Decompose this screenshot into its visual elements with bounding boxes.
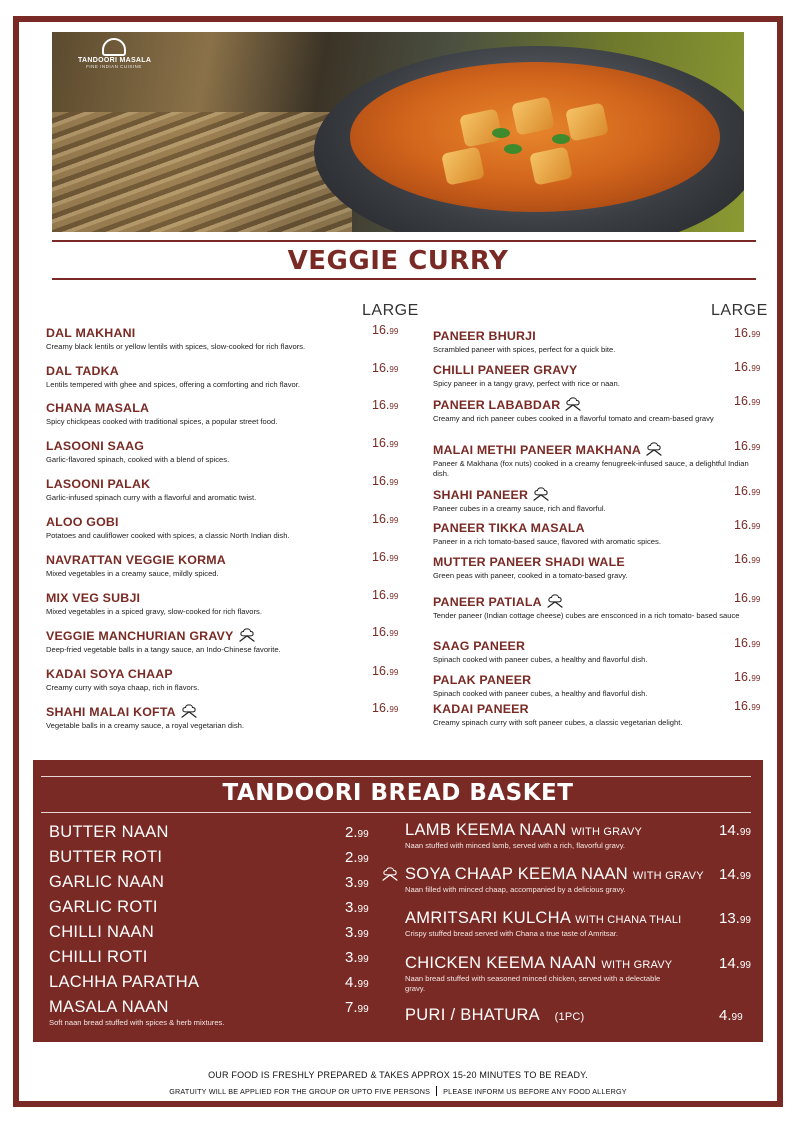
menu-item-name: NAVRATTAN VEGGIE KORMA (46, 553, 226, 567)
title-rule-bottom (52, 278, 756, 280)
menu-item (433, 670, 765, 699)
menu-item (433, 699, 765, 728)
menu-item-description: Garlic-flavored spinach, cooked with a blend of spices. (46, 455, 230, 464)
bread-item-name: MASALA NAAN (49, 998, 169, 1016)
menu-item-price: 16.99 (372, 512, 399, 526)
menu-item (46, 550, 406, 579)
bread-item (405, 954, 755, 994)
menu-item-name: SAAG PANEER (433, 639, 526, 653)
bread-item-price: 3.99 (345, 924, 369, 941)
size-label-left: LARGE (362, 302, 419, 319)
bread-item-price: 14.99 (719, 866, 751, 883)
bread-item (405, 865, 755, 895)
bread-item-name: BUTTER ROTI (49, 848, 163, 866)
rope-texture (52, 112, 352, 232)
menu-item-description: Spicy paneer in a tangy gravy, perfect with rice or naan. (433, 379, 620, 388)
allergy-note: PLEASE INFORM US BEFORE ANY FOOD ALLERGY (443, 1087, 627, 1096)
bread-item-name: AMRITSARI KULCHA WITH CHANA THALI (405, 909, 682, 927)
menu-item-name: MALAI METHI PANEER MAKHANA (433, 442, 765, 457)
bread-item-suffix: WITH GRAVY (632, 870, 704, 882)
bread-item (49, 898, 379, 917)
bread-basket-title: TANDOORI BREAD BASKET (222, 780, 574, 806)
menu-item (46, 625, 406, 655)
menu-item-name: KADAI PANEER (433, 702, 529, 716)
menu-item (433, 591, 765, 621)
menu-item (46, 701, 406, 731)
footer-note: OUR FOOD IS FRESHLY PREPARED & TAKES APPROX 15-20 MINUTES TO BE READY. (208, 1070, 588, 1080)
bread-item-suffix: WITH CHANA THALI (575, 914, 682, 926)
menu-item-price: 16.99 (372, 398, 399, 412)
menu-item-name: CHANA MASALA (46, 401, 150, 415)
menu-item (46, 474, 406, 503)
menu-item (46, 398, 406, 427)
bread-item-price: 2.99 (345, 849, 369, 866)
herb-garnish (492, 128, 510, 138)
menu-item-description: Garlic-infused spinach curry with a flavorful and aromatic twist. (46, 493, 257, 502)
menu-item (46, 512, 406, 541)
menu-item (46, 588, 406, 617)
menu-item (433, 552, 765, 581)
menu-item-description: Green peas with paneer, cooked in a tomato-based gravy. (433, 571, 628, 580)
bread-item-name: PURI / BHATURA (1PC) (405, 1006, 585, 1024)
bread-item-name: SOYA CHAAP KEEMA NAAN WITH GRAVY (405, 865, 704, 883)
bread-item (49, 998, 379, 1028)
chef-special-icon (381, 867, 399, 881)
bread-item (49, 823, 379, 842)
menu-item-description: Paneer cubes in a creamy sauce, rich and flavorful. (433, 504, 606, 513)
bread-item-suffix: (1PC) (554, 1011, 585, 1023)
menu-item-description: Lentils tempered with ghee and spices, offering a comforting and rich flavor. (46, 380, 300, 389)
menu-item-price: 16.99 (372, 474, 399, 488)
menu-item-description: Mixed vegetables in a spiced gravy, slow-cooked for rich flavors. (46, 607, 262, 616)
bread-item-name: CHICKEN KEEMA NAAN WITH GRAVY (405, 954, 673, 972)
bread-item (49, 873, 379, 892)
bread-item (49, 848, 379, 867)
chef-special-icon (645, 442, 663, 456)
menu-item-description: Creamy black lentils or yellow lentils with spices, slow-cooked for rich flavors. (46, 342, 306, 351)
bread-item (405, 1006, 755, 1025)
menu-item-price: 16.99 (372, 701, 399, 715)
bread-item-price: 7.99 (345, 999, 369, 1016)
bread-item (49, 948, 379, 967)
bread-item-price: 2.99 (345, 824, 369, 841)
menu-item-price: 16.99 (372, 664, 399, 678)
menu-item (46, 323, 406, 352)
menu-item-description: Spinach cooked with paneer cubes, a healthy and flavorful dish. (433, 655, 648, 664)
menu-item-description: Creamy spinach curry with soft paneer cubes, a classic vegetarian delight. (433, 718, 683, 727)
menu-item-description: Vegetable balls in a creamy sauce, a royal vegetarian dish. (46, 721, 244, 730)
bread-item-description: Soft naan bread stuffed with spices & herb mixtures. (49, 1018, 225, 1027)
menu-item-price: 16.99 (372, 361, 399, 375)
menu-item-price: 16.99 (372, 323, 399, 337)
brand-name: TANDOORI MASALA (78, 57, 152, 64)
chef-special-icon (564, 397, 582, 411)
bread-item-price: 3.99 (345, 899, 369, 916)
bread-item-name: BUTTER NAAN (49, 823, 169, 841)
logo-emblem-icon (102, 38, 126, 56)
size-label-right: LARGE (711, 302, 768, 319)
chef-special-icon (238, 628, 256, 642)
curry-surface (350, 62, 720, 212)
menu-item-description: Deep-fried vegetable balls in a tangy sauce, an Indo-Chinese favorite. (46, 645, 281, 654)
menu-item-name: ALOO GOBI (46, 515, 119, 529)
menu-item-name: PANEER TIKKA MASALA (433, 521, 585, 535)
menu-item-price: 16.99 (734, 360, 761, 374)
bread-item-price: 4.99 (345, 974, 369, 991)
hero-photo (52, 32, 744, 232)
title-rule-top (52, 240, 756, 242)
bread-item-name: LAMB KEEMA NAAN WITH GRAVY (405, 821, 643, 839)
menu-item-description: Spicy chickpeas cooked with traditional spices, a popular street food. (46, 417, 278, 426)
herb-garnish (552, 134, 570, 144)
bread-item (49, 973, 379, 992)
menu-item (433, 439, 765, 479)
menu-item-price: 16.99 (372, 588, 399, 602)
menu-item (433, 518, 765, 547)
menu-item-description: Creamy and rich paneer cubes cooked in a flavorful tomato and cream-based gravy (433, 414, 714, 423)
footer-divider (436, 1086, 437, 1096)
menu-item-name: MIX VEG SUBJI (46, 591, 141, 605)
bread-item-description: Naan filled with minced chaap, accompanied by a delicious gravy. (405, 885, 626, 894)
bread-item-description: Crispy stuffed bread served with Chana a true taste of Amritsar. (405, 929, 619, 938)
menu-item-description: Paneer in a rich tomato-based sauce, flavored with aromatic spices. (433, 537, 661, 546)
menu-item-price: 16.99 (734, 670, 761, 684)
menu-item-description: Potatoes and cauliflower cooked with spices, a classic North Indian dish. (46, 531, 290, 540)
menu-item (46, 436, 406, 465)
menu-item-name: LASOONI SAAG (46, 439, 145, 453)
brand-tagline: FINE INDIAN CUISINE (86, 64, 142, 69)
veggie-curry-title: VEGGIE CURRY (287, 246, 509, 276)
menu-item-price: 16.99 (734, 591, 761, 605)
menu-item-name: PANEER LABABDAR (433, 397, 765, 412)
menu-item-name: VEGGIE MANCHURIAN GRAVY (46, 628, 406, 643)
bread-item-price: 4.99 (719, 1007, 743, 1024)
bread-basket-panel (33, 760, 763, 1042)
brand-logo (78, 38, 150, 69)
bread-item-name: CHILLI NAAN (49, 923, 155, 941)
bread-item-price: 14.99 (719, 955, 751, 972)
bread-item-suffix: WITH GRAVY (601, 959, 673, 971)
menu-item-name: PALAK PANEER (433, 673, 532, 687)
menu-item (433, 394, 765, 424)
chef-special-icon (546, 594, 564, 608)
menu-item-description: Paneer & Makhana (fox nuts) cooked in a creamy fenugreek-infused sauce, a delightful Indian dish. (433, 459, 749, 478)
menu-item-price: 16.99 (734, 326, 761, 340)
menu-item-description: Spinach cooked with paneer cubes, a healthy and flavorful dish. (433, 689, 648, 698)
bread-rule-top (41, 776, 751, 777)
menu-item-name: PANEER PATIALA (433, 594, 765, 609)
bread-item (405, 821, 755, 851)
menu-item-description: Mixed vegetables in a creamy sauce, mildly spiced. (46, 569, 219, 578)
menu-item (433, 326, 765, 355)
menu-item-price: 16.99 (372, 436, 399, 450)
bread-item (405, 909, 755, 939)
menu-item (433, 636, 765, 665)
menu-item-name: MUTTER PANEER SHADI WALE (433, 555, 625, 569)
menu-item-price: 16.99 (734, 552, 761, 566)
bread-item-name: LACHHA PARATHA (49, 973, 200, 991)
menu-item-name: CHILLI PANEER GRAVY (433, 363, 578, 377)
menu-item-price: 16.99 (734, 699, 761, 713)
herb-garnish (504, 144, 522, 154)
bread-item-suffix: WITH GRAVY (571, 826, 643, 838)
chef-special-icon (180, 704, 198, 718)
bread-item-price: 3.99 (345, 949, 369, 966)
menu-item-price: 16.99 (372, 550, 399, 564)
gratuity-note: GRATUITY WILL BE APPLIED FOR THE GROUP OR UPTO FIVE PERSONS (169, 1087, 431, 1096)
bread-item-description: Naan stuffed with minced lamb, served with a rich, flavorful gravy. (405, 841, 626, 850)
menu-item (46, 361, 406, 390)
bread-item-price: 13.99 (719, 910, 751, 927)
chef-special-icon (532, 487, 550, 501)
menu-item (46, 664, 406, 693)
bread-item-price: 14.99 (719, 822, 751, 839)
bread-item-name: GARLIC NAAN (49, 873, 165, 891)
menu-item-price: 16.99 (734, 518, 761, 532)
bread-item-name: CHILLI ROTI (49, 948, 148, 966)
menu-item (433, 360, 765, 389)
menu-item-description: Creamy curry with soya chaap, rich in flavors. (46, 683, 200, 692)
menu-item-name: SHAHI PANEER (433, 487, 765, 502)
bread-item-name: GARLIC ROTI (49, 898, 158, 916)
menu-item-description: Tender paneer (Indian cottage cheese) cubes are ensconced in a rich tomato- based sauce (433, 611, 740, 620)
bread-rule-bottom (41, 812, 751, 813)
bread-item-price: 3.99 (345, 874, 369, 891)
bread-item-description: Naan bread stuffed with seasoned minced chicken, served with a delectable gravy. (405, 974, 661, 993)
menu-item-name: PANEER BHURJI (433, 329, 536, 343)
menu-item-name: LASOONI PALAK (46, 477, 151, 491)
menu-item-name: DAL TADKA (46, 364, 119, 378)
menu-item-price: 16.99 (734, 439, 761, 453)
menu-item-price: 16.99 (734, 636, 761, 650)
menu-item-name: KADAI SOYA CHAAP (46, 667, 173, 681)
footer-policy (0, 1086, 796, 1096)
menu-item-price: 16.99 (734, 394, 761, 408)
menu-item-description: Scrambled paneer with spices, perfect for a quick bite. (433, 345, 616, 354)
menu-item-price: 16.99 (372, 625, 399, 639)
menu-item-price: 16.99 (734, 484, 761, 498)
menu-item-name: DAL MAKHANI (46, 326, 136, 340)
menu-item-name: SHAHI MALAI KOFTA (46, 704, 406, 719)
bread-item (49, 923, 379, 942)
menu-item (433, 484, 765, 514)
